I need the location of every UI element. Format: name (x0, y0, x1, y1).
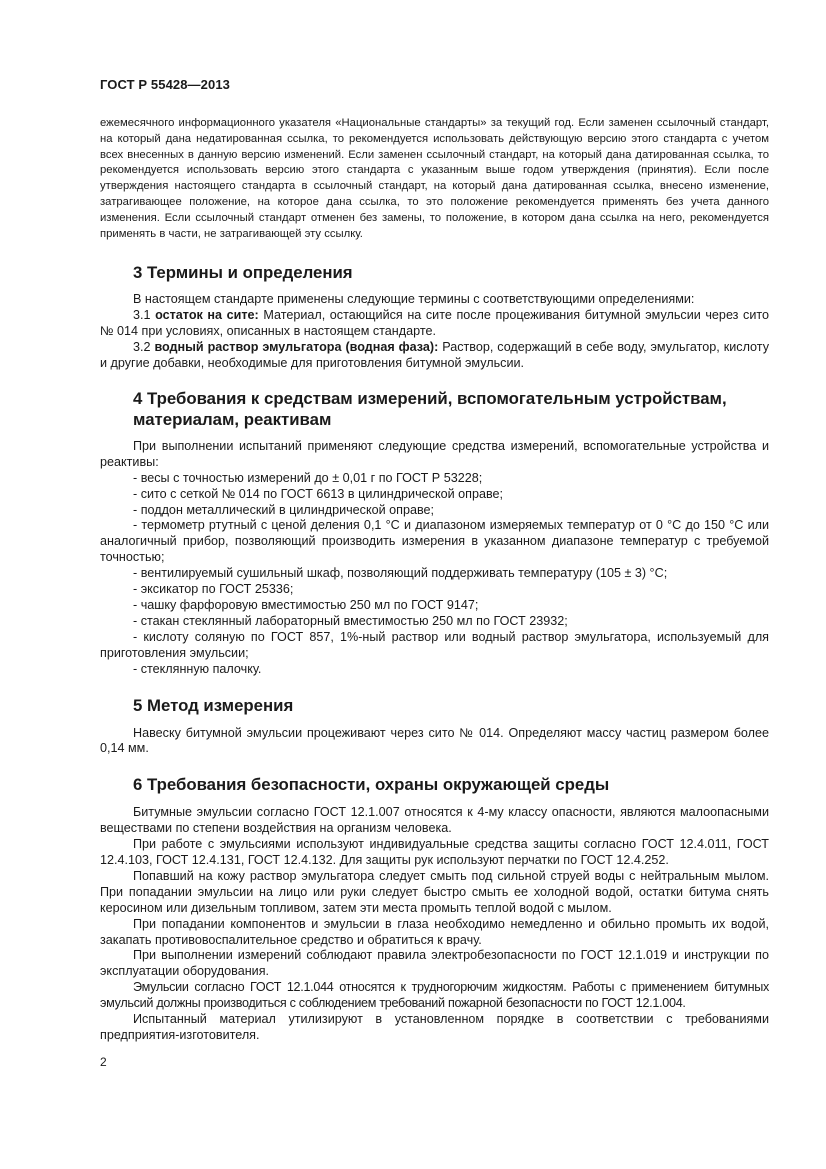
term-3-1 (100, 308, 769, 340)
term-3-2-definition: Раствор, содержащий в себе воду, эмульгатор, кислоту и другие добавки, необходимые для приготовления битумной эмульсии. (100, 340, 769, 370)
section-4-intro: При выполнении испытаний применяют следующие средства измерений, вспомогательные устройства и реактивы: (100, 438, 769, 469)
page-number: 2 (100, 1055, 107, 1069)
list-item: - чашку фарфоровую вместимостью 250 мл по ГОСТ 9147; (133, 597, 479, 612)
section-3-intro: В настоящем стандарте применены следующие термины с соответствующими определениями: (133, 292, 695, 307)
term-3-2-name: водный раствор эмульгатора (водная фаза): (154, 340, 439, 355)
section-6-paragraph: Попавший на кожу раствор эмульгатора следует смыть под сильной струей воды с нейтральным мылом. При попадании эмульсии на лицо или руки следует быстро смыть ее холодной водой, остатки битума снять керосином или дизельным топливом, затем эти места промыть теплой водой с мылом. (100, 868, 769, 915)
list-item: - стеклянную палочку. (133, 661, 262, 676)
section-6-paragraph: При выполнении измерений соблюдают правила электробезопасности по ГОСТ 12.1.019 и инструкции по эксплуатации оборудования. (100, 948, 769, 979)
section-6-paragraph: При попадании компонентов и эмульсии в глаза необходимо немедленно и обильно промыть их водой, закапать противовоспалительное средство и обратиться к врачу. (100, 916, 769, 947)
section-4-title-line-1: 4 Требования к средствам измерений, вспомогательным устройствам, (133, 388, 727, 408)
section-6-paragraph: При работе с эмульсиями используют индивидуальные средства защиты согласно ГОСТ 12.4.011, ГОСТ 12.4.103, ГОСТ 12.4.131, ГОСТ 12.4.132. Для защиты рук используют перчатки по ГОСТ 12.4.252. (100, 837, 769, 868)
section-6-paragraph: Эмульсии согласно ГОСТ 12.1.044 относятся к трудногорючим жидкостям. Работы с применением битумных эмульсий должны производиться с соблюдением требований пожарной безопасности по ГОСТ 12.1.004. (100, 980, 769, 1011)
term-3-1-name: остаток на сите: (155, 308, 259, 323)
list-item: - термометр ртутный с ценой деления 0,1 °С и диапазоном измеряемых температур от 0 °С до 150 °С или аналогичный прибор, позволяющий производить измерения в указанном диапазоне температур с требуемой точностью; (100, 518, 769, 565)
term-3-1-definition: Материал, остающийся на сите после процеживания битумной эмульсии через сито № 014 при условиях, описанных в настоящем стандарте. (100, 308, 769, 339)
term-3-2 (100, 340, 769, 372)
list-item: - весы с точностью измерений до ± 0,01 г по ГОСТ Р 53228; (133, 470, 483, 485)
section-3-title: 3 Термины и определения (133, 263, 353, 283)
section-6-paragraph: Испытанный материал утилизируют в установленном порядке в соответствии с требованиями предприятия-изготовителя. (100, 1012, 769, 1042)
section-5-text: Навеску битумной эмульсии процеживают через сито № 014. Определяют массу частиц размером более 0,14 мм. (100, 725, 769, 756)
list-item: - кислоту соляную по ГОСТ 857, 1%-ный раствор или водный раствор эмульгатора, используемый для приготовления эмульсии; (100, 629, 769, 660)
section-6-paragraph: Битумные эмульсии согласно ГОСТ 12.1.007 относятся к 4-му классу опасности, являются малоопасными веществами по степени воздействия на организм человека. (100, 805, 769, 836)
term-3-2-num: 3.2 (133, 340, 155, 355)
intro-paragraph: ежемесячного информационного указателя «Национальные стандарты» за текущий год. Если заменен ссылочный стандарт, на который дана недатированная ссылка, то рекомендуется использовать действующую версию этого стандарта с учетом всех внесенных в данную версию изменений. Если заменен ссылочный стандарт, на который дана датированная ссылка, то рекомендуется использовать версию этого стандарта с указанным выше годом утверждения (принятия). Если после утверждения настоящего стандарта в ссылочный стандарт, на который дана датированная ссылка, внесено изменение, затрагивающее положение, на которое дана ссылка, то это положение рекомендуется применять без учета данного изменения. Если ссылочный стандарт отменен без замены, то положение, в котором дана ссылка на него, рекомендуется применять в части, не затрагивающей эту ссылку. (100, 117, 769, 240)
list-item: - поддон металлический в цилиндрической оправе; (133, 502, 435, 517)
term-3-1-num: 3.1 (133, 308, 156, 323)
section-4-title-line-2: материалам, реактивам (133, 409, 332, 429)
list-item: - эксикатор по ГОСТ 25336; (133, 582, 294, 597)
list-item: - сито с сеткой № 014 по ГОСТ 6613 в цилиндрической оправе; (133, 486, 504, 501)
section-4-title (100, 388, 769, 430)
section-5-title: 5 Метод измерения (133, 695, 294, 715)
list-item: - стакан стеклянный лабораторный вместимостью 250 мл по ГОСТ 23932; (133, 613, 568, 628)
section-6-title: 6 Требования безопасности, охраны окружающей среды (133, 775, 610, 795)
list-item: - вентилируемый сушильный шкаф, позволяющий поддерживать температуру (105 ± 3) °С; (133, 566, 668, 581)
document-header: ГОСТ Р 55428—2013 (100, 77, 230, 92)
document-body (100, 116, 769, 1044)
